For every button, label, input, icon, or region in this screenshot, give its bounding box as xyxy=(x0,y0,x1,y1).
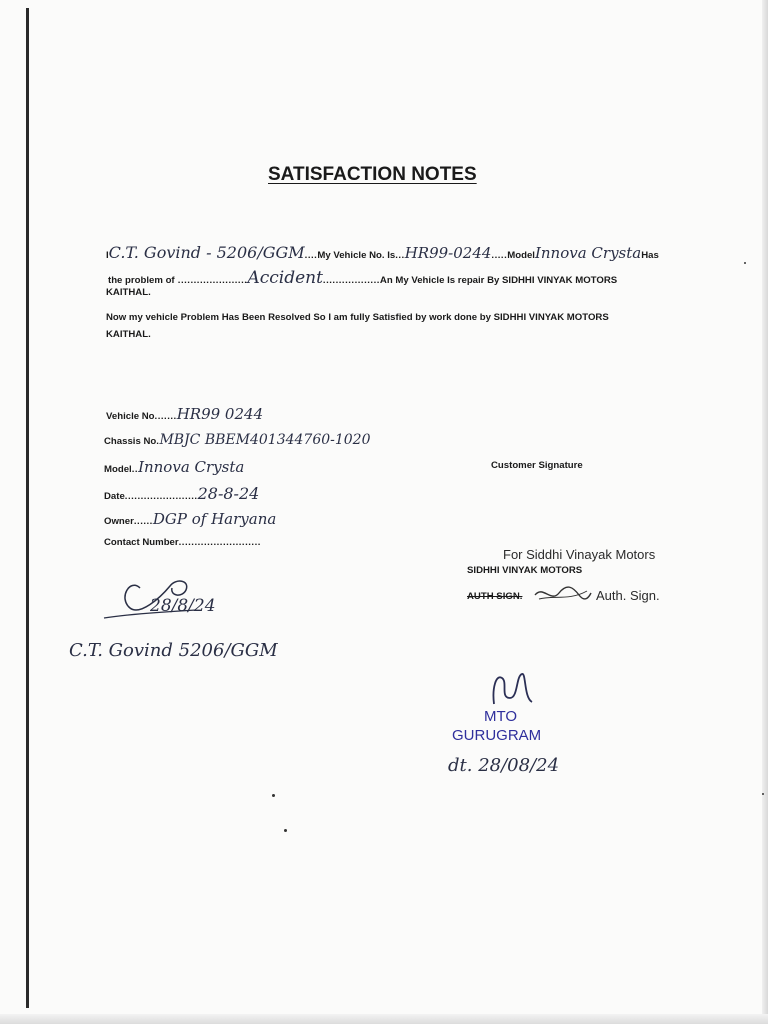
model-field: Model..Innova Crysta xyxy=(104,458,245,476)
mto-signature xyxy=(488,668,538,708)
prefix: I xyxy=(106,250,109,261)
govind-sign-date: 28/8/24 xyxy=(150,596,216,616)
para2-line2: KAITHAL. xyxy=(106,329,151,340)
vehicle-no-field: Vehicle No.......HR99 0244 xyxy=(106,405,264,423)
dealer-signature-scribble xyxy=(533,583,593,605)
owner-label: Owner xyxy=(104,516,134,527)
speck xyxy=(762,793,764,795)
scan-edge xyxy=(26,8,29,1008)
chassis-no-field: Chassis No.MBJC BBEM401344760-1020 xyxy=(104,432,371,448)
contact-number-field: Contact Number.......................... xyxy=(104,537,261,548)
dealer-auth-label: AUTH SIGN. xyxy=(467,591,523,602)
para1-line2: the problem of ......................Accident..................An My Vehicle Is repair By SIDHHI VINYAK MOTORS xyxy=(108,268,618,288)
owner-value: DGP of Haryana xyxy=(152,510,277,528)
speck xyxy=(744,262,746,264)
date-label: Date xyxy=(104,491,125,502)
dealer-for-text: For Siddhi Vinayak Motors xyxy=(503,547,656,562)
name-handwritten: C.T. Govind - 5206/GGM xyxy=(108,243,305,262)
vehicle-no-handwritten: HR99-0244 xyxy=(404,244,492,262)
repair-text: An My Vehicle Is repair By SIDHHI VINYAK MOTORS xyxy=(379,275,618,286)
mto-stamp-line2: GURUGRAM xyxy=(452,727,542,744)
para2-line1: Now my vehicle Problem Has Been Resolved So I am fully Satisfied by work done by SIDHHI VINYAK MOTORS xyxy=(106,312,609,323)
chassis-no-value: MBJC BBEM401344760-1020 xyxy=(159,432,371,448)
govind-name-handwritten: C.T. Govind 5206/GGM xyxy=(69,640,278,661)
vehicle-no-value: HR99 0244 xyxy=(176,405,264,423)
page-edge-right xyxy=(762,0,768,1024)
owner-field: Owner......DGP of Haryana xyxy=(104,510,277,528)
chassis-no-label: Chassis No xyxy=(104,436,157,447)
has-label: Has xyxy=(641,250,659,261)
model-field-value: Innova Crysta xyxy=(138,458,245,476)
mto-stamp-line1: MTO xyxy=(484,708,518,725)
model-handwritten: Innova Crysta xyxy=(534,244,642,262)
my-vehicle-label: My Vehicle No. Is xyxy=(317,250,396,261)
customer-signature-label: Customer Signature xyxy=(491,460,583,471)
contact-number-label: Contact Number xyxy=(104,537,179,548)
dealer-name: SIDHHI VINYAK MOTORS xyxy=(467,565,583,576)
problem-label: the problem of xyxy=(108,275,175,286)
page-edge-bottom xyxy=(0,1014,768,1024)
page-title: SATISFACTION NOTES xyxy=(268,164,477,185)
speck xyxy=(284,829,287,832)
vehicle-no-label: Vehicle No xyxy=(106,411,155,422)
problem-handwritten: Accident xyxy=(247,268,323,288)
model-label: Model xyxy=(507,250,535,261)
para1-line1: IC.T. Govind - 5206/GGM....My Vehicle No. Is...HR99-0244.....ModelInnova CrystaHas xyxy=(106,243,659,262)
model-field-label: Model xyxy=(104,464,132,475)
mto-date-handwritten: dt. 28/08/24 xyxy=(448,755,560,776)
dealer-auth-sign: Auth. Sign. xyxy=(596,588,660,603)
date-field: Date.......................28-8-24 xyxy=(104,484,260,503)
para1-city: KAITHAL. xyxy=(106,287,151,298)
speck xyxy=(272,794,275,797)
date-value: 28-8-24 xyxy=(197,484,260,503)
